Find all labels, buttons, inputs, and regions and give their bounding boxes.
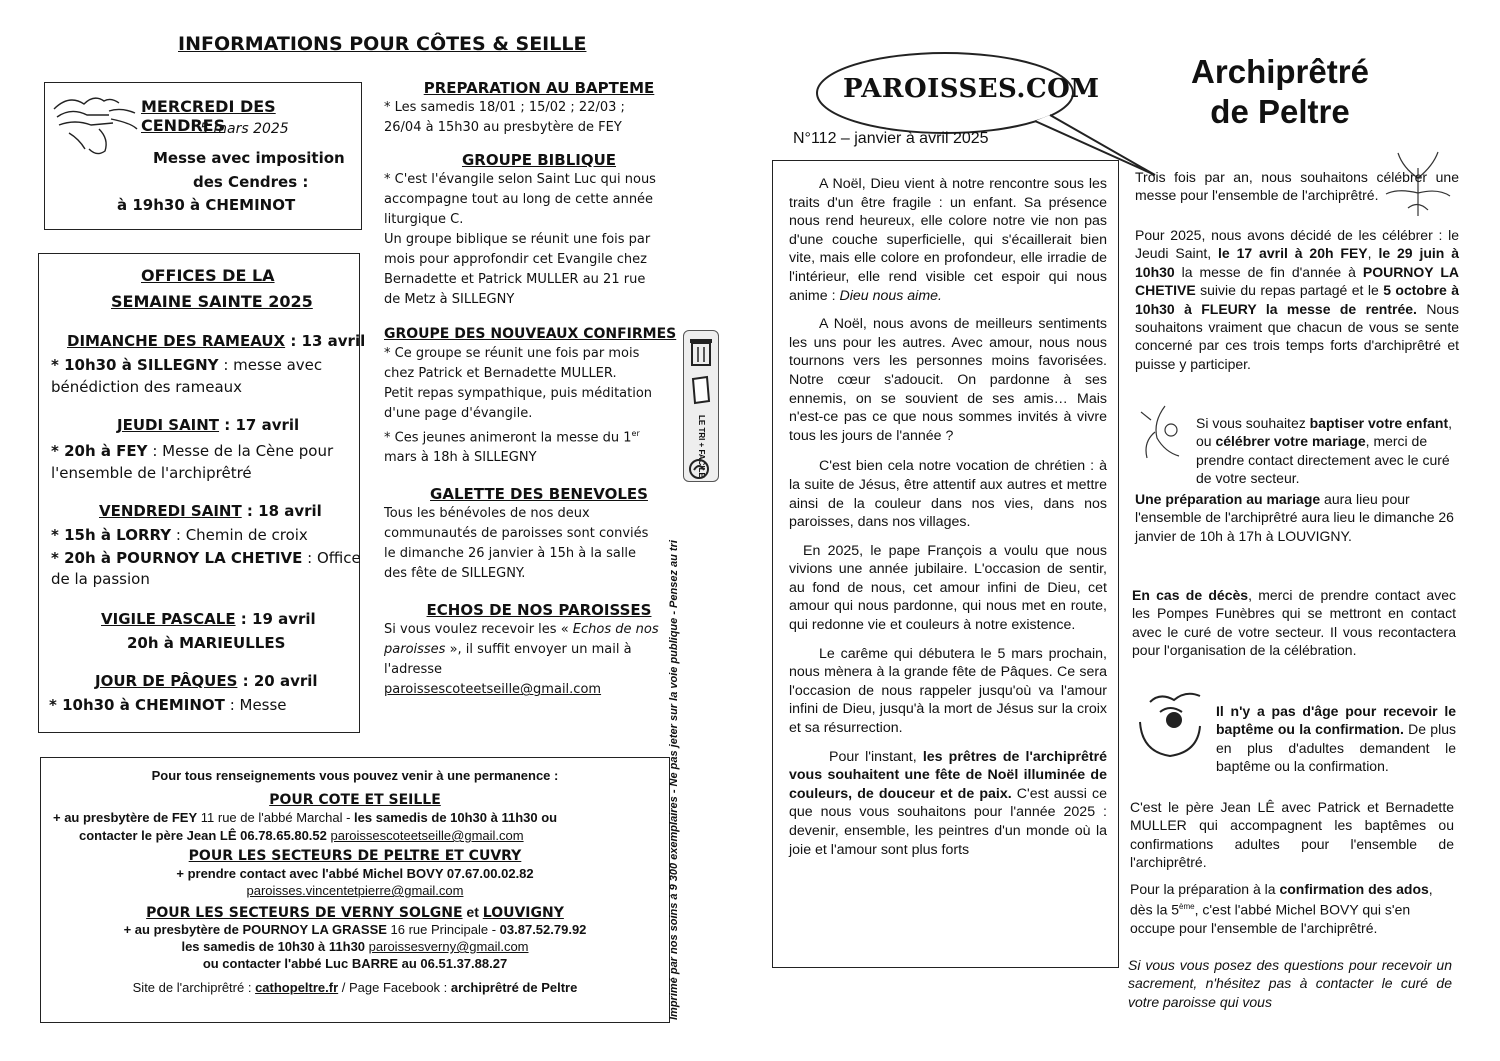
- hands-icon: [49, 89, 139, 159]
- rameaux-line: * 10h30 à SILLEGNY : messe avec: [51, 356, 323, 374]
- galette-l3: le dimanche 26 janvier à 15h à la salle: [384, 546, 637, 562]
- cendres-line3: à 19h30 à CHEMINOT: [117, 196, 296, 214]
- info-p3: Si vous souhaitez baptiser votre enfant, ou célébrer votre mariage, merci de prendre contact directement avec le curé de votre secteur.: [1196, 415, 1452, 487]
- vigile-line: 20h à MARIEULLES: [127, 634, 286, 652]
- perm-a-line2: contacter le père Jean LÊ 06.78.65.80.52 paroissescoteetseille@gmail.com: [79, 828, 524, 843]
- edito-p2: A Noël, nous avons de meilleurs sentiments les uns pour les autres. Avec amour, nous nous tournons vers les personnes moins favorisées. Notre cœur s'adoucit. On pardonne à ses ennemis, on se souvient de ses amis… Mais n'est-ce pas ce que nous sommes invités à vivre tous les jours de l'année ?: [789, 316, 1107, 444]
- info-p1: Trois fois par an, nous souhaitons célébrer une messe pour l'ensemble de l'archiprêtré.: [1135, 169, 1459, 204]
- confirmes-l5: * Ces jeunes animeront la messe du 1er: [384, 429, 640, 446]
- echos-l3: l'adresse: [384, 662, 443, 678]
- bapteme-l1: * Les samedis 18/01 ; 15/02 ; 22/03 ;: [384, 100, 625, 115]
- edito-text: [789, 175, 1107, 859]
- cendres-line1: Messe avec imposition: [153, 149, 345, 167]
- rameaux-line2: bénédiction des rameaux: [51, 378, 243, 396]
- triman-icon: [688, 458, 710, 480]
- vigile-heading: VIGILE PASCALE : 19 avril: [101, 610, 316, 628]
- edito-p5: Le carême qui débutera le 5 mars prochain, nous mènera à la grande fête de Pâques. Ce sera l'occasion de nous rappeler jusqu'où va l'amour infini de Dieu, jusqu'à la mort de Jésus sur la croix et sa résurrection.: [789, 645, 1107, 737]
- jeudi-heading: JEUDI SAINT : 17 avril: [117, 416, 300, 434]
- confirmes-l3: Petit repas sympathique, puis méditation: [384, 386, 653, 401]
- offices-title1: OFFICES DE LA: [141, 266, 275, 285]
- recycle-bin-icon: [689, 337, 713, 367]
- tri-label: LE TRI + FACILE: [697, 415, 706, 478]
- perm-h1: POUR COTE ET SEILLE: [269, 792, 441, 808]
- vendredi-line3: de la passion: [51, 570, 150, 588]
- paper-icon: [689, 375, 713, 405]
- perm-b-line1: + prendre contact avec l'abbé Michel BOVY 07.67.00.02.82: [176, 866, 534, 881]
- perm-a-line1: + au presbytère de FEY 11 rue de l'abbé Marchal - les samedis de 10h30 à 11h30 ou: [53, 810, 558, 825]
- archipretre-title-line2: de Peltre: [1210, 93, 1350, 130]
- jeudi-line: * 20h à FEY : Messe de la Cène pour: [51, 442, 334, 460]
- archipretre-title: [1160, 52, 1400, 132]
- cendres-line2: des Cendres :: [193, 173, 309, 191]
- info-p2: Pour 2025, nous avons décidé de les célébrer : le Jeudi Saint, le 17 avril à 20h FEY, le 29 juin à 10h30 la messe de fin d'année à POURNOY LA CHETIVE suivie du repas partagé et le 5 octobre à 10h30 à FLEURY la messe de rentrée. Nous souhaitons vraiment que chacun de vous se sente concerné par ces trois temps forts d'archiprêtré et puisse y participer.: [1135, 227, 1460, 372]
- biblique-l1: * C'est l'évangile selon Saint Luc qui nous: [384, 172, 656, 187]
- galette-title: GALETTE DES BENEVOLES: [430, 485, 648, 504]
- bapteme-title: PREPARATION AU BAPTEME: [423, 79, 655, 97]
- edito-p3: C'est bien cela notre vocation de chrétien : à la suite de Jésus, être attentif aux autres et mettre ainsi de la couleur dans nos vies, dans nos paroisses, dans nos villages.: [789, 458, 1107, 531]
- rameaux-heading: DIMANCHE DES RAMEAUX : 13 avril: [67, 332, 366, 350]
- dove-drawing-icon: [1130, 682, 1210, 762]
- perm-b-email[interactable]: paroisses.vincentetpierre@gmail.com: [246, 883, 464, 898]
- info-p4: Une préparation au mariage aura lieu pour l'ensemble de l'archiprêtré aura lieu le dimanche 26 janvier de 10h à 17h à LOUVIGNY.: [1135, 491, 1454, 544]
- edito-p6: Pour l'instant, les prêtres de l'archiprêtré vous souhaitent une fête de Noël illuminée de couleurs, de douceur et de paix. C'est aussi ce que nous vous souhaitons pour l'année 2025 : devenir, ensemble, les peintres d'un monde où la joie et l'amour sont plus forts: [789, 748, 1107, 858]
- vendredi-line2: * 20h à POURNOY LA CHETIVE : Office: [51, 549, 361, 567]
- perm-h2: POUR LES SECTEURS DE PELTRE ET CUVRY: [188, 848, 522, 864]
- left-middle-column: [384, 78, 684, 700]
- vendredi-line1: * 15h à LORRY : Chemin de croix: [51, 526, 308, 544]
- perm-c-line1: + au presbytère de POURNOY LA GRASSE 16 rue Principale - 03.87.52.79.92: [123, 922, 587, 937]
- perm-a-email[interactable]: paroissescoteetseille@gmail.com: [330, 828, 524, 843]
- cendres-date: 5 mars 2025: [200, 121, 289, 137]
- baptism-drawing-icon: [1135, 402, 1191, 468]
- perm-c-line3: ou contacter l'abbé Luc BARRE au 06.51.37.88.27: [202, 956, 508, 971]
- info-p6: Il n'y a pas d'âge pour recevoir le baptême ou la confirmation. De plus en plus d'adultes demandent le baptême ou la confirmation.: [1216, 703, 1456, 775]
- perm-site-line: Site de l'archiprêtré : cathopeltre.fr / Page Facebook : archiprêtré de Peltre: [132, 980, 578, 995]
- galette-l1: Tous les bénévoles de nos deux: [384, 506, 590, 522]
- offices-title2: SEMAINE SAINTE 2025: [111, 292, 313, 311]
- archipretre-title-line1: Archiprêtré: [1191, 53, 1369, 90]
- permanence-box: [40, 757, 670, 1023]
- echos-email-link[interactable]: paroissescoteetseille@gmail.com: [384, 682, 602, 698]
- edito-p1: A Noël, Dieu vient à notre rencontre sous les traits d'un être fragile : un enfant. Sa présence nous rend heureux, elle colore notre vie non pas d'une couche superficielle, qui s'écaillerait bien vite, mais elle colore en profondeur, elle irradie de l'intérieur, elle rend visible cet espoir qui nous anime : Dieu nous aime.: [789, 176, 1107, 304]
- confirmes-l1: * Ce groupe se réunit une fois par mois: [384, 346, 640, 361]
- left-header: INFORMATIONS POUR CÔTES & SEILLE: [178, 33, 587, 55]
- confirmes-l2: chez Patrick et Bernadette MULLER.: [384, 366, 617, 381]
- biblique-title: GROUPE BIBLIQUE: [461, 151, 617, 169]
- print-notice: Imprimé par nos soins à 9 300 exemplaires - Ne pas jeter sur la voie publique - Pensez au tri: [668, 540, 680, 1020]
- paques-heading: JOUR DE PÂQUES : 20 avril: [95, 672, 318, 690]
- biblique-l2: accompagne tout au long de cette année: [384, 192, 654, 207]
- jeudi-line2: l'ensemble de l'archiprêtré: [51, 464, 252, 482]
- biblique-l5: mois pour approfondir cet Evangile chez: [384, 252, 647, 267]
- offices-box: [38, 253, 366, 733]
- paques-line: * 10h30 à CHEMINOT : Messe: [49, 696, 287, 714]
- perm-c-email[interactable]: paroissesverny@gmail.com: [368, 939, 529, 954]
- vendredi-heading: VENDREDI SAINT : 18 avril: [99, 502, 322, 520]
- biblique-l4: Un groupe biblique se réunit une fois par: [384, 232, 651, 247]
- issue-number: N°112 – janvier à avril 2025: [793, 130, 989, 147]
- edito-p4: En 2025, le pape François a voulu que nous vivions une année jubilaire. L'occasion de sentir, au fond de nous, cet amour infini de Dieu, cet amour qui nous pardonne, qui nous met en route, qui redonne vie et couleurs à notre existence.: [789, 542, 1107, 634]
- cendres-box: [44, 82, 362, 230]
- biblique-l3: liturgique C.: [384, 212, 464, 227]
- info-p5: En cas de décès, merci de prendre contact avec les Pompes Funèbres qui se mettront en contact avec le curé de votre secteur. Il vous recontactera pour l'organisation de la célébration.: [1132, 587, 1456, 659]
- confirmes-l4: d'une page d'évangile.: [384, 406, 533, 421]
- galette-l4: des fête de SILLEGNY.: [384, 566, 526, 582]
- echos-l1: Si vous voulez recevoir les « Echos de nos: [384, 622, 659, 638]
- cendres-title: MERCREDI DES CENDRES: [141, 97, 276, 135]
- site-link[interactable]: cathopeltre.fr: [255, 980, 339, 995]
- perm-c-line2: les samedis de 10h30 à 11h30 paroissesverny@gmail.com: [181, 939, 529, 954]
- perm-intro: Pour tous renseignements vous pouvez venir à une permanence :: [151, 768, 559, 783]
- bubble-title: PAROISSES.COM: [843, 74, 1100, 104]
- edito-box: [772, 160, 1119, 968]
- echos-l2: paroisses », il suffit envoyer un mail à: [384, 642, 632, 658]
- perm-h3: POUR LES SECTEURS DE VERNY SOLGNE et LOUVIGNY: [146, 904, 564, 921]
- biblique-l6: Bernadette et Patrick MULLER au 21 rue: [384, 272, 646, 287]
- confirmes-title: GROUPE DES NOUVEAUX CONFIRMES: [384, 326, 677, 342]
- echos-title: ECHOS DE NOS PAROISSES: [426, 601, 652, 620]
- galette-l2: communautés de paroisses sont conviés: [384, 526, 649, 542]
- confirmes-l6: mars à 18h à SILLEGNY: [384, 450, 537, 466]
- bapteme-l2: 26/04 à 15h30 au presbytère de FEY: [384, 120, 622, 135]
- info-p8: Pour la préparation à la confirmation des ados, dès la 5ème, c'est l'abbé Michel BOVY qui s'en occupe pour l'ensemble de l'archiprêtré.: [1130, 881, 1433, 937]
- info-p7: C'est le père Jean LÊ avec Patrick et Bernadette MULLER qui accompagnent les baptêmes ou confirmations adultes pour l'ensemble de l'archiprêtré.: [1130, 799, 1454, 871]
- biblique-l7: de Metz à SILLEGNY: [384, 292, 515, 307]
- info-p9: Si vous vous posez des questions pour recevoir un sacrement, n'hésitez pas à contacter le curé de votre paroisse qui vous: [1128, 957, 1452, 1010]
